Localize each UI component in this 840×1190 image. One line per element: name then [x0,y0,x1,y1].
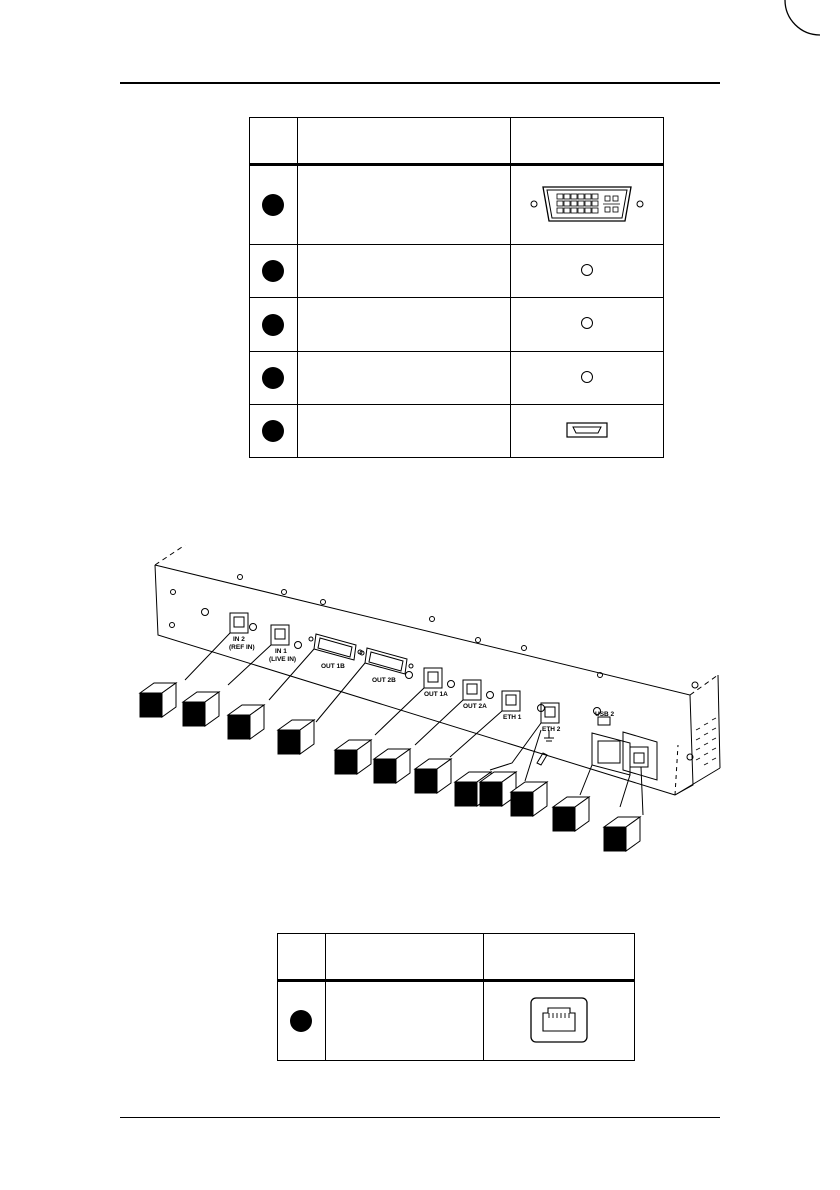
table-row [278,981,635,1061]
header-description-cell [297,118,510,165]
number-cell [250,245,298,298]
round-jack-icon [581,317,593,329]
label-out1b: OUT 1B [321,663,345,670]
label-out2a: OUT 2A [463,703,487,710]
footer-rule [120,1117,720,1118]
table-row [250,165,664,245]
connector-cell [484,981,635,1061]
number-badge [262,260,284,282]
number-cell [278,981,326,1061]
dvi-connector-icon [527,183,647,225]
label-in1: IN 1 [275,648,287,655]
rj45-jack-icon [530,997,588,1043]
connector-cell [511,245,664,298]
label-eth2: ETH 2 [542,726,561,733]
round-jack-icon [581,371,593,383]
description-cell [297,165,510,245]
rear-panel-diagram [130,535,730,865]
label-out2b: OUT 2B [372,677,396,684]
connector-cell [511,352,664,405]
number-cell [250,352,298,405]
label-in2: IN 2 [233,636,245,643]
label-in2-sub: (REF IN) [229,644,255,651]
label-eth1: ETH 1 [503,714,522,721]
connector-table-2 [277,933,635,1061]
number-badge [262,194,284,216]
header-description-cell [325,934,483,981]
header-num-cell [250,118,298,165]
number-cell [250,298,298,352]
table-row [250,298,664,352]
label-out1a: OUT 1A [424,691,448,698]
number-badge [262,367,284,389]
header-connector-cell [511,118,664,165]
number-cell [250,165,298,245]
table-row [250,245,664,298]
number-badge [262,420,284,442]
description-cell [297,405,510,458]
header-num-cell [278,934,326,981]
table-header-row [250,118,664,165]
number-badge [262,314,284,336]
description-cell [325,981,483,1061]
callout-markers [140,683,640,851]
header-rule [120,82,720,84]
header-connector-cell [484,934,635,981]
round-jack-icon [581,264,593,276]
label-usb: USB 2 [595,711,615,718]
description-cell [297,352,510,405]
table-row [250,352,664,405]
label-in1-sub: (LIVE IN) [269,656,297,663]
description-cell [297,298,510,352]
table-row [250,405,664,458]
table-header-row [278,934,635,981]
connector-table-1 [249,117,664,458]
description-cell [297,245,510,298]
connector-cell [511,298,664,352]
number-badge [290,1010,312,1032]
number-cell [250,405,298,458]
connector-cell [511,165,664,245]
hdmi-port-icon [566,422,608,438]
connector-cell [511,405,664,458]
